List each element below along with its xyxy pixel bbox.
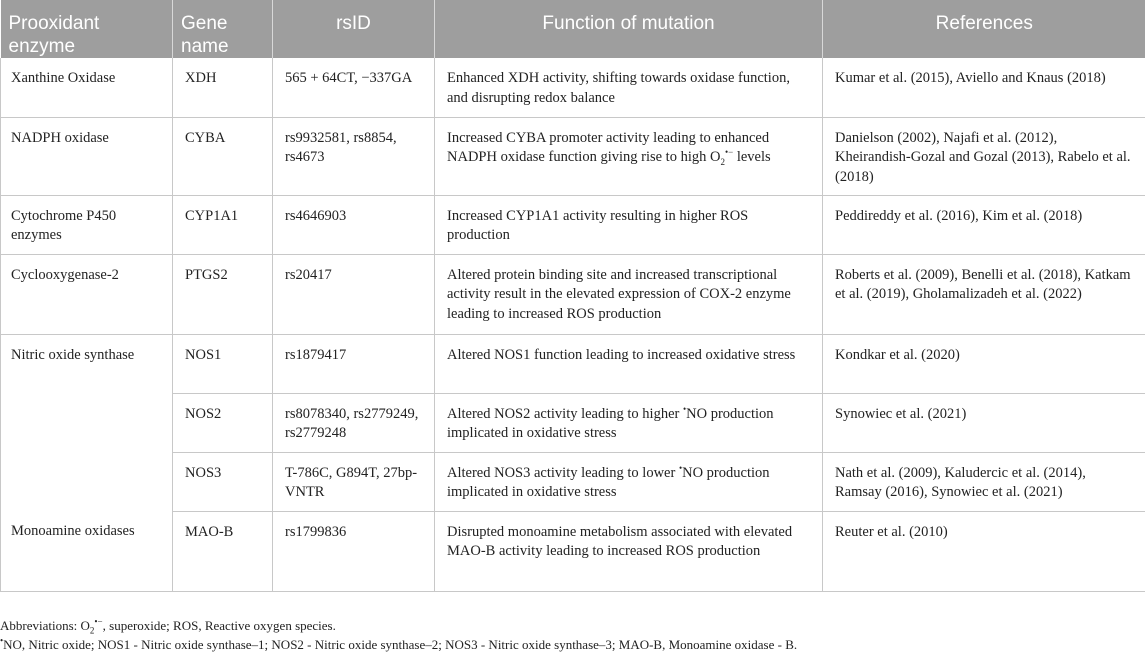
radical-superscript: • xyxy=(0,636,3,646)
rsid-cell: T-786C, G894T, 27bp-VNTR xyxy=(273,452,435,511)
rsid-cell: rs1879417 xyxy=(273,334,435,393)
rsid-cell: 565 + 64CT, −337GA xyxy=(273,58,435,117)
header-function: Function of mutation xyxy=(435,0,823,58)
function-text: Altered NOS2 activity leading to higher xyxy=(447,406,683,422)
references-cell: Roberts et al. (2009), Benelli et al. (2018), Katkam et al. (2019), Gholamalizadeh et al. (2022) xyxy=(823,254,1145,334)
table-row xyxy=(1,452,1145,511)
footnote-text: NO, Nitric oxide; NOS1 - Nitric oxide synthase–1; NOS2 - Nitric oxide synthase–2; NOS3 - Nitric oxide synthase–3; MAO-B, Monoamine oxidase - B. xyxy=(3,637,797,652)
rsid-cell: rs9932581, rs8854, rs4673 xyxy=(273,117,435,195)
header-rsid: rsID xyxy=(273,0,435,58)
references-cell: Reuter et al. (2010) xyxy=(823,511,1145,591)
radical-superscript: • xyxy=(683,404,686,414)
footnote-text-end: , superoxide; ROS, Reactive oxygen species. xyxy=(103,618,336,633)
function-cell: Altered NOS1 function leading to increased oxidative stress xyxy=(435,334,823,393)
references-cell: Synowiec et al. (2021) xyxy=(823,393,1145,452)
references-cell: Kumar et al. (2015), Aviello and Knaus (2018) xyxy=(823,58,1145,117)
function-text-end: NO production implicated in oxidative stress xyxy=(447,465,770,501)
references-cell: Kondkar et al. (2020) xyxy=(823,334,1145,393)
footnote-text: Abbreviations: O xyxy=(0,618,90,633)
rsid-cell: rs8078340, rs2779249, rs2779248 xyxy=(273,393,435,452)
gene-cell: PTGS2 xyxy=(173,254,273,334)
rsid-cell: rs4646903 xyxy=(273,195,435,254)
table-row xyxy=(1,254,1145,334)
function-text-end: NO production implicated in oxidative stress xyxy=(447,406,774,442)
gene-cell: CYBA xyxy=(173,117,273,195)
rsid-cell: rs1799836 xyxy=(273,511,435,591)
rsid-cell: rs20417 xyxy=(273,254,435,334)
function-text-end: levels xyxy=(733,149,770,165)
header-row xyxy=(1,0,1145,58)
radical-superscript: • xyxy=(679,463,682,473)
enzyme-cell: Xanthine Oxidase xyxy=(1,58,173,117)
enzyme-cell: Monoamine oxidases xyxy=(1,511,173,591)
function-text: Increased CYBA promoter activity leading to enhanced NADPH oxidase function giving rise to high O xyxy=(447,130,769,166)
table-row xyxy=(1,393,1145,452)
radical-superscript: •− xyxy=(94,617,102,627)
header-enzyme: Prooxidant enzyme xyxy=(1,0,173,58)
gene-cell: CYP1A1 xyxy=(173,195,273,254)
function-cell: Altered protein binding site and increased transcriptional activity result in the elevated expression of COX-2 enzyme leading to increased ROS production xyxy=(435,254,823,334)
gene-cell: NOS1 xyxy=(173,334,273,393)
table-row xyxy=(1,334,1145,393)
subscript: 2 xyxy=(720,157,725,167)
table-row xyxy=(1,511,1145,591)
table-row xyxy=(1,58,1145,117)
enzyme-cell: Nitric oxide synthase xyxy=(1,334,173,511)
header-gene-name: Gene name xyxy=(173,0,273,58)
references-cell: Peddireddy et al. (2016), Kim et al. (2018) xyxy=(823,195,1145,254)
enzyme-cell: NADPH oxidase xyxy=(1,117,173,195)
subscript: 2 xyxy=(90,626,95,636)
references-cell: Danielson (2002), Najafi et al. (2012), Kheirandish-Gozal and Gozal (2013), Rabelo et al. (2018) xyxy=(823,117,1145,195)
gene-cell: NOS2 xyxy=(173,393,273,452)
footnote-definitions xyxy=(0,637,1145,653)
function-cell: Disrupted monoamine metabolism associated with elevated MAO-B activity leading to increased ROS production xyxy=(435,511,823,591)
references-cell: Nath et al. (2009), Kaludercic et al. (2014), Ramsay (2016), Synowiec et al. (2021) xyxy=(823,452,1145,511)
enzyme-cell: Cytochrome P450 enzymes xyxy=(1,195,173,254)
radical-superscript: •− xyxy=(725,147,733,157)
table-row xyxy=(1,195,1145,254)
table-row xyxy=(1,117,1145,195)
function-cell xyxy=(435,393,823,452)
gene-cell: MAO-B xyxy=(173,511,273,591)
function-cell xyxy=(435,117,823,195)
function-cell: Increased CYP1A1 activity resulting in higher ROS production xyxy=(435,195,823,254)
gene-cell: NOS3 xyxy=(173,452,273,511)
enzyme-cell: Cyclooxygenase-2 xyxy=(1,254,173,334)
footnote-abbreviations xyxy=(0,618,1145,634)
function-cell xyxy=(435,452,823,511)
function-cell: Enhanced XDH activity, shifting towards oxidase function, and disrupting redox balance xyxy=(435,58,823,117)
function-text: Altered NOS3 activity leading to lower xyxy=(447,465,679,481)
gene-cell: XDH xyxy=(173,58,273,117)
header-references: References xyxy=(823,0,1145,58)
